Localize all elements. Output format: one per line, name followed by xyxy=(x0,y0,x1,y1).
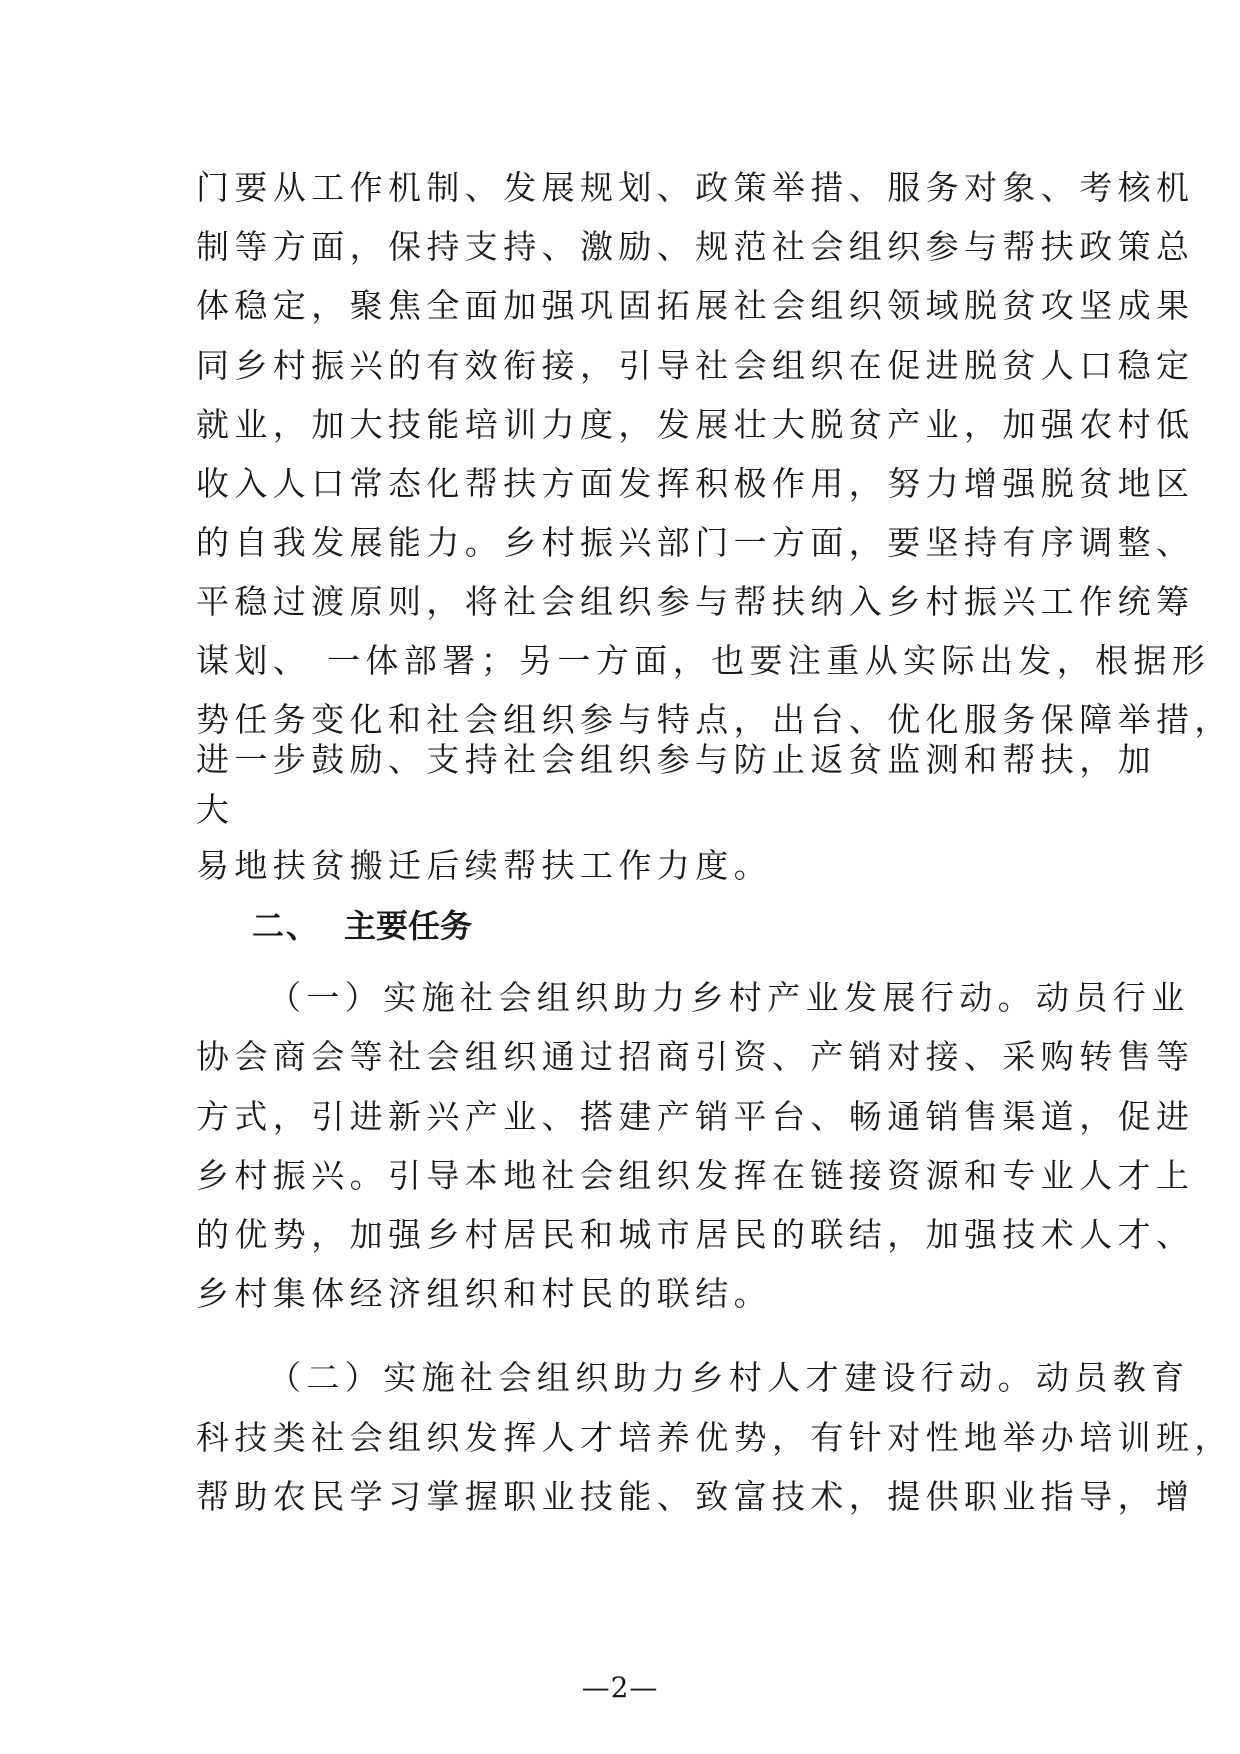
text-line: 乡村振兴。引导本地社会组织发挥在链接资源和专业人才上 xyxy=(196,1156,1195,1195)
section-heading-number: 二、 xyxy=(252,907,321,945)
text-line: 进一步鼓励、支持社会组织参与防止返贫监测和帮扶，加 xyxy=(196,740,1156,779)
text-line: 体稳定，聚焦全面加强巩固拓展社会组织领域脱贫攻坚成果 xyxy=(196,286,1195,325)
text-line: 平稳过渡原则，将社会组织参与帮扶纳入乡村振兴工作统筹 xyxy=(196,582,1195,621)
text-line: 的自我发展能力。乡村振兴部门一方面，要坚持有序调整、 xyxy=(196,523,1195,562)
section-heading xyxy=(252,906,472,946)
text-line: 乡村集体经济组织和村民的联结。 xyxy=(196,1274,772,1313)
text-line: 大 xyxy=(196,790,235,829)
page-number: —2— xyxy=(581,1671,659,1704)
text-line: 就业，加大技能培训力度，发展壮大脱贫产业，加强农村低 xyxy=(196,405,1195,444)
text-line: 谋划、 一体部署；另一方面，也要注重从实际出发，根据形 xyxy=(196,641,1211,680)
text-line: 收入人口常态化帮扶方面发挥积极作用，努力增强脱贫地区 xyxy=(196,464,1195,503)
text-line: （一）实施社会组织助力乡村产业发展行动。动员行业 xyxy=(268,978,1190,1017)
text-line: 的优势，加强乡村居民和城市居民的联结，加强技术人才、 xyxy=(196,1215,1195,1254)
text-line: 易地扶贫搬迁后续帮扶工作力度。 xyxy=(196,846,772,885)
text-line: （二）实施社会组织助力乡村人才建设行动。动员教育 xyxy=(268,1358,1190,1397)
text-line: 帮助农民学习掌握职业技能、致富技术，提供职业指导，增 xyxy=(196,1477,1195,1516)
text-line: 势任务变化和社会组织参与特点，出台、优化服务保障举措， xyxy=(196,700,1233,739)
text-line: 科技类社会组织发挥人才培养优势，有针对性地举办培训班， xyxy=(196,1418,1233,1457)
text-line: 门要从工作机制、发展规划、政策举措、服务对象、考核机 xyxy=(196,168,1195,207)
text-line: 协会商会等社会组织通过招商引资、产销对接、采购转售等 xyxy=(196,1037,1195,1076)
section-heading-title: 主要任务 xyxy=(344,907,473,945)
text-line: 方式，引进新兴产业、搭建产销平台、畅通销售渠道，促进 xyxy=(196,1097,1195,1136)
text-line: 同乡村振兴的有效衔接，引导社会组织在促进脱贫人口稳定 xyxy=(196,346,1195,385)
text-line: 制等方面，保持支持、激励、规范社会组织参与帮扶政策总 xyxy=(196,227,1195,266)
